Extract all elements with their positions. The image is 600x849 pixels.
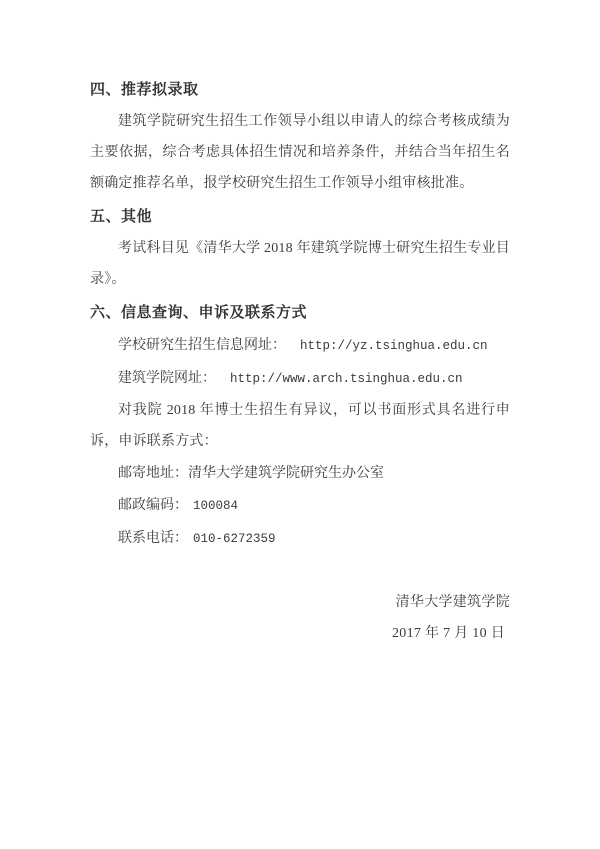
mail-address-line: [90, 458, 510, 489]
school-website-label: 学校研究生招生信息网址：: [118, 338, 286, 353]
phone-label: 联系电话：: [118, 531, 188, 546]
college-website-url: http://www.arch.tsinghua.edu.cn: [230, 372, 463, 386]
school-website-line: [90, 330, 510, 362]
section4-paragraph: 建筑学院研究生招生工作领导小组以申请人的综合考核成绩为主要依据，综合考虑具体招生情况和培养条件，并结合当年招生名额确定推荐名单，报学校研究生招生工作领导小组审核批准。: [90, 114, 510, 191]
signature-organization: 清华大学建筑学院: [395, 595, 510, 610]
school-website-url: http://yz.tsinghua.edu.cn: [300, 339, 488, 353]
signature-date: 2017 年 7 月 10 日: [392, 626, 505, 641]
postal-code-value: 100084: [193, 499, 239, 513]
appeal-paragraph: 对我院 2018 年博士生招生有异议，可以书面形式具名进行申诉，申诉联系方式：: [90, 403, 510, 449]
phone-value: 010-6272359: [193, 532, 276, 546]
section6-heading: 六、信息查询、申诉及联系方式: [90, 305, 308, 321]
college-website-label: 建筑学院网址：: [118, 371, 216, 386]
phone-line: [90, 523, 510, 555]
section5-paragraph: 考试科目见《清华大学 2018 年建筑学院博士研究生招生专业目录》。: [90, 241, 510, 287]
postal-code-label: 邮政编码：: [118, 498, 188, 513]
college-website-line: [90, 363, 510, 395]
section5-heading: 五、其他: [90, 209, 153, 225]
section4-heading: 四、推荐拟录取: [90, 82, 199, 98]
postal-code-line: [90, 490, 510, 522]
mail-address-value: 清华大学建筑学院研究生办公室: [188, 466, 384, 481]
signature-block: [90, 587, 510, 649]
mail-address-label: 邮寄地址：: [118, 466, 188, 481]
